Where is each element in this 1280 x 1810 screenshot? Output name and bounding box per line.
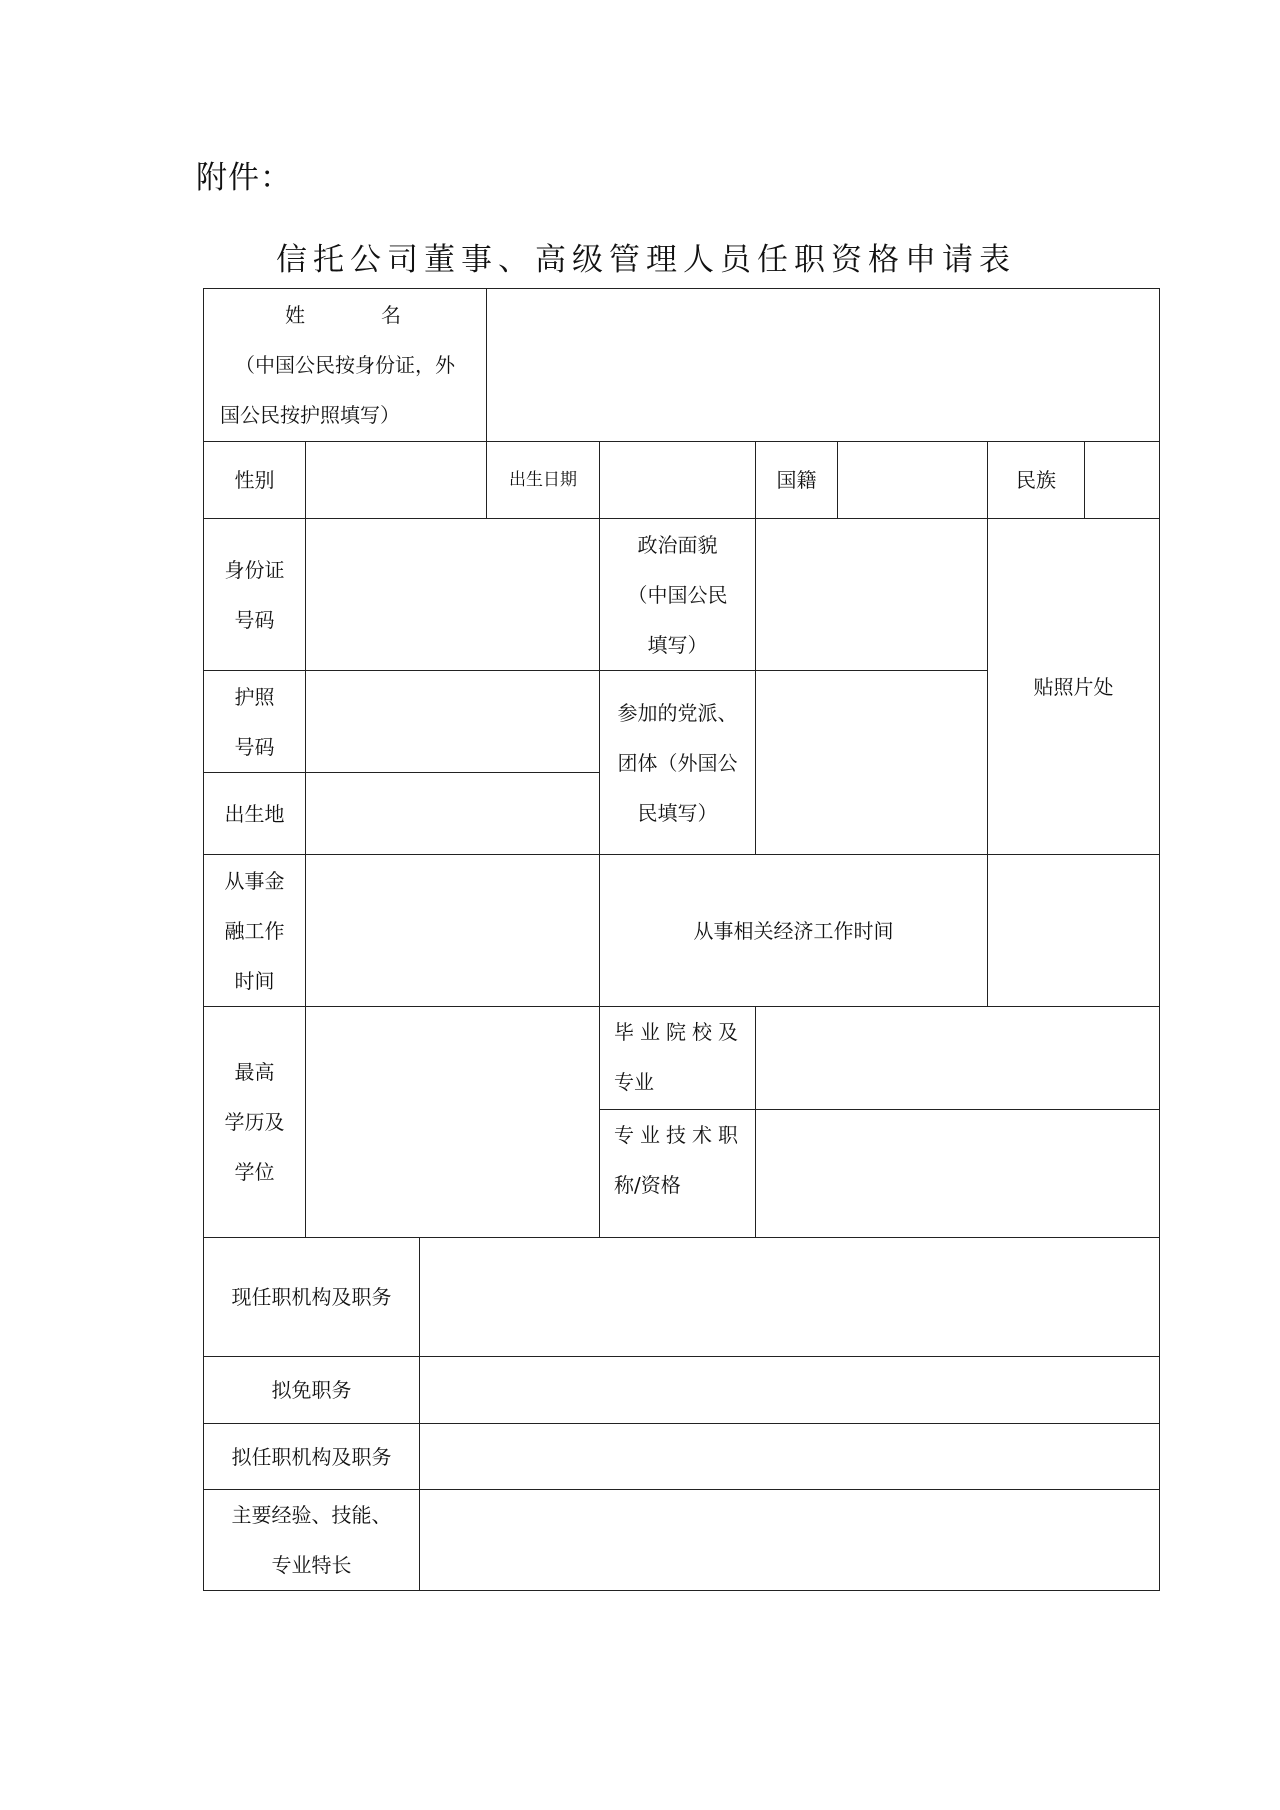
experience-field[interactable] xyxy=(419,1489,1160,1591)
prof-title-label-cell xyxy=(599,1109,756,1238)
experience-label-line1: 主要经验、技能、 xyxy=(231,1503,392,1527)
prof-title-field[interactable] xyxy=(755,1109,1160,1238)
education-label-line2: 学历及 xyxy=(224,1110,285,1134)
education-field[interactable] xyxy=(305,1006,600,1238)
passport-label-cell xyxy=(203,670,306,773)
party-label-cell xyxy=(599,670,756,855)
to-appoint-label-cell xyxy=(203,1423,420,1490)
experience-label-cell xyxy=(203,1489,420,1591)
political-field[interactable] xyxy=(755,518,988,671)
finance-work-label-line3: 时间 xyxy=(234,968,275,993)
finance-work-label-line1: 从事金 xyxy=(224,868,285,893)
school-field[interactable] xyxy=(755,1006,1160,1110)
id-number-label-cell xyxy=(203,518,306,671)
birthplace-label: 出生地 xyxy=(224,801,285,826)
form-title: 信托公司董事、高级管理人员任职资格申请表 xyxy=(276,242,1016,278)
photo-label: 贴照片处 xyxy=(1033,674,1114,699)
name-label-cell xyxy=(203,288,487,442)
birthplace-field[interactable] xyxy=(305,772,600,855)
to-remove-label: 拟免职务 xyxy=(271,1378,352,1402)
current-position-label-cell xyxy=(203,1237,420,1357)
id-number-label-line2: 号码 xyxy=(234,607,275,632)
school-label-line2: 专业 xyxy=(614,1070,654,1094)
prof-title-label-line2: 称/资格 xyxy=(614,1173,681,1197)
education-label-line3: 学位 xyxy=(234,1160,275,1184)
ethnicity-field[interactable] xyxy=(1084,441,1160,519)
id-number-label-line1: 身份证 xyxy=(224,557,285,582)
attachment-label: 附件： xyxy=(196,160,292,196)
economic-work-label: 从事相关经济工作时间 xyxy=(693,918,894,943)
finance-work-label-cell xyxy=(203,854,306,1007)
passport-label-line2: 号码 xyxy=(234,734,275,759)
education-label-line1: 最高 xyxy=(234,1060,275,1084)
gender-field[interactable] xyxy=(305,441,487,519)
id-number-field[interactable] xyxy=(305,518,600,671)
political-label-line2: （中国公民 xyxy=(627,582,728,607)
name-field[interactable] xyxy=(486,288,1160,442)
nationality-label-cell xyxy=(755,441,838,519)
education-label-cell xyxy=(203,1006,306,1238)
photo-area[interactable] xyxy=(987,518,1160,855)
name-note-line1: （中国公民按身份证，外 xyxy=(235,353,455,377)
birthplace-label-cell xyxy=(203,772,306,855)
political-label-line1: 政治面貌 xyxy=(637,532,718,557)
finance-work-field[interactable] xyxy=(305,854,600,1007)
economic-work-field[interactable] xyxy=(987,854,1160,1007)
name-note-line2: 国公民按护照填写） xyxy=(220,403,400,427)
party-label-line1: 参加的党派、 xyxy=(617,700,738,725)
birth-date-label: 出生日期 xyxy=(509,470,577,490)
political-label-line3: 填写） xyxy=(647,632,708,657)
to-appoint-field[interactable] xyxy=(419,1423,1160,1490)
party-label-line3: 民填写） xyxy=(637,800,718,825)
ethnicity-label: 民族 xyxy=(1016,468,1056,492)
school-label-cell xyxy=(599,1006,756,1110)
birth-date-label-cell xyxy=(486,441,600,519)
economic-work-label-cell xyxy=(599,854,988,1007)
current-position-label: 现任职机构及职务 xyxy=(231,1285,392,1309)
ethnicity-label-cell xyxy=(987,441,1085,519)
finance-work-label-line2: 融工作 xyxy=(224,918,285,943)
to-remove-field[interactable] xyxy=(419,1356,1160,1424)
prof-title-label-line1: 专业技术职 xyxy=(614,1123,744,1147)
current-position-field[interactable] xyxy=(419,1237,1160,1357)
birth-date-field[interactable] xyxy=(599,441,756,519)
nationality-label: 国籍 xyxy=(776,468,817,492)
name-label: 姓 名 xyxy=(285,303,405,327)
party-label-line2: 团体（外国公 xyxy=(617,750,738,775)
political-label-cell xyxy=(599,518,756,671)
to-remove-label-cell xyxy=(203,1356,420,1424)
passport-field[interactable] xyxy=(305,670,600,773)
experience-label-line2: 专业特长 xyxy=(271,1553,352,1577)
party-field[interactable] xyxy=(755,670,988,855)
gender-label: 性别 xyxy=(234,468,275,492)
gender-label-cell xyxy=(203,441,306,519)
passport-label-line1: 护照 xyxy=(234,684,275,709)
nationality-field[interactable] xyxy=(837,441,988,519)
school-label-line1: 毕业院校及 xyxy=(614,1020,744,1044)
to-appoint-label: 拟任职机构及职务 xyxy=(231,1444,392,1469)
